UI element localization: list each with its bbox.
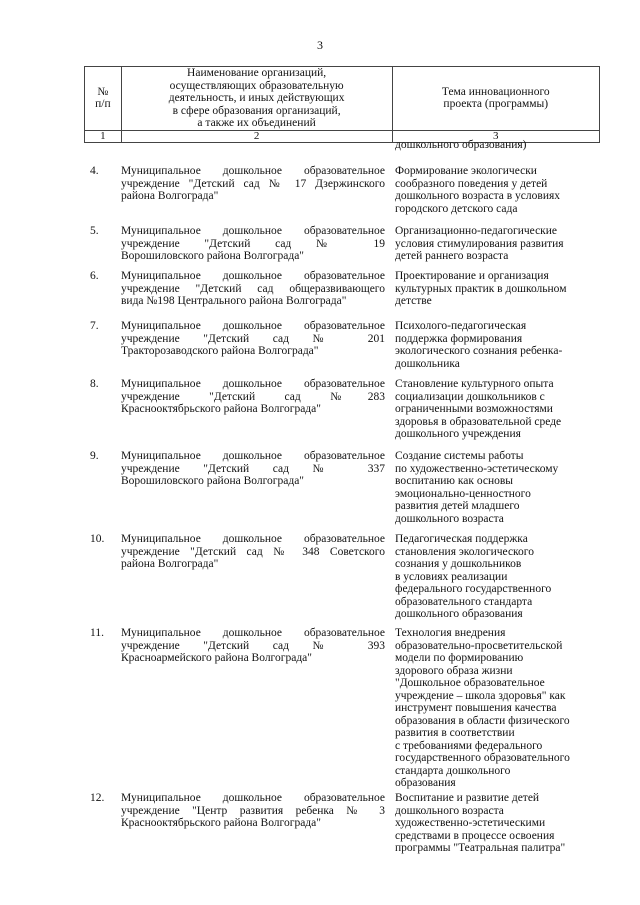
organization-name: [121, 627, 385, 665]
organization-name: [121, 225, 385, 263]
organization-name-line: Муниципальное дошкольное образовательное: [121, 225, 385, 237]
organization-name: [121, 450, 385, 488]
table-header: [84, 66, 600, 143]
project-topic-line: Воспитание и развитие детей: [395, 792, 540, 804]
row-number: 7.: [90, 320, 99, 332]
project-topic-line: дошкольного возраста в условиях: [395, 190, 561, 202]
project-topic-line: городского детского сада: [395, 202, 518, 215]
project-topic: [395, 320, 595, 370]
organization-name-line: учреждение "Детский сад №283: [121, 390, 385, 403]
organization-name-line: района Волгограда": [121, 558, 219, 570]
project-topic-line: модели по формированию: [395, 652, 524, 664]
project-topic-line: Психолого-педагогическая: [395, 320, 527, 332]
column-index: 3: [392, 130, 600, 142]
project-topic-line: дошкольного возраста: [395, 804, 504, 817]
project-topic-line: детей раннего возраста: [395, 250, 509, 262]
row-number: 9.: [90, 450, 99, 462]
project-topic-line: в условиях реализации: [395, 570, 508, 583]
row-number: 12.: [90, 792, 105, 804]
project-topic-line: образовательного стандарта: [395, 595, 533, 608]
project-topic-line: ограниченными возможностями: [395, 403, 553, 415]
organization-name-line: учреждение "Детский сад общеразвивающего: [121, 282, 385, 295]
header-name-line: а также их объединений: [197, 117, 316, 129]
project-topic-line: художественно-эстетическими: [395, 817, 546, 829]
project-topic-line: дошкольного образования: [395, 608, 523, 620]
row-number: 8.: [90, 378, 99, 390]
header-col-number: [85, 67, 122, 131]
project-topic-line: Проектирование и организация: [395, 270, 549, 282]
organization-name: [121, 270, 385, 308]
project-topic-line: здоровья в образовательной среде: [395, 415, 562, 428]
project-topic-line: условия стимулирования развития: [395, 237, 564, 250]
row-number: 11.: [90, 627, 104, 639]
project-topic-line: стандарта дошкольного: [395, 764, 511, 777]
project-topic: [395, 165, 595, 215]
project-topic-line: образовательно-просветительской: [395, 639, 563, 652]
organization-name-line: Муниципальное дошкольное образовательное: [121, 165, 385, 177]
project-topic-line: дошкольного возраста: [395, 512, 504, 525]
project-topic-line: эмоционально-ценностного: [395, 487, 531, 500]
project-topic-line: Формирование экологически: [395, 165, 537, 177]
project-topic-line: Организационно-педагогические: [395, 225, 558, 237]
row-number: 10.: [90, 533, 105, 545]
project-topic: [395, 225, 595, 263]
organization-name-line: района Волгограда": [121, 190, 219, 202]
project-topic-line: программы "Театральная палитра": [395, 842, 566, 854]
project-topic-line: учреждение – школа здоровья" как: [395, 689, 566, 702]
project-topic-line: развития детей младшего: [395, 500, 520, 512]
project-topic-line: Педагогическая поддержка: [395, 533, 528, 545]
project-topic-line: Технология внедрения: [395, 627, 506, 639]
organization-name-line: учреждение "Детский сад № 348 Советского: [121, 545, 385, 558]
header-name-line: деятельность, и иных действующих: [168, 92, 345, 104]
organization-name-line: Муниципальное дошкольное образовательное: [121, 450, 385, 462]
project-topic-line: образования: [395, 777, 456, 789]
organization-name-line: Ворошиловского района Волгограда": [121, 475, 304, 487]
row-number: 6.: [90, 270, 99, 282]
page-number: 3: [317, 38, 323, 52]
organization-name-line: Ворошиловского района Волгограда": [121, 250, 304, 262]
project-topic: [395, 533, 595, 621]
header-num-line: №: [97, 85, 109, 98]
organization-name-line: учреждение "Детский сад № 393: [121, 639, 385, 652]
organization-name: [121, 378, 385, 416]
project-topic-line: сообразного поведения у детей: [395, 177, 548, 190]
project-topic-line: Становление культурного опыта: [395, 378, 554, 390]
project-topic: [395, 270, 595, 308]
project-topic-line: воспитанию как основы: [395, 475, 514, 487]
organization-name-line: учреждение "Детский сад № 17 Дзержинского: [121, 177, 385, 190]
organization-name-line: Краснооктябрьского района Волгограда": [121, 817, 321, 829]
project-topic-line: средствами в процессе освоения: [395, 829, 555, 842]
header-topic-line: Тема инновационного: [441, 85, 550, 98]
project-topic-line: федерального государственного: [395, 583, 552, 595]
project-topic-line: социализации дошкольников с: [395, 390, 545, 403]
organization-name-line: Красноармейского района Волгограда": [121, 652, 312, 664]
project-topic: [395, 627, 595, 790]
organization-name-line: учреждение "Детский сад № 337: [121, 462, 385, 475]
project-topic-line: экологического сознания ребенка-: [395, 345, 563, 357]
project-topic-line: инструмент повышения качества: [395, 702, 557, 714]
column-index: 2: [121, 130, 392, 142]
organization-name-line: учреждение "Детский сад № 19: [121, 237, 385, 250]
project-topic-line: Создание системы работы: [395, 450, 524, 462]
project-topic-line: поддержка формирования: [395, 332, 523, 345]
project-topic-line: по художественно-эстетическому: [395, 462, 559, 475]
organization-name: [121, 533, 385, 571]
organization-name-line: Муниципальное дошкольное образовательное: [121, 270, 385, 282]
header-name-line: осуществляющих образовательную: [169, 79, 344, 92]
organization-name-line: Муниципальное дошкольное образовательное: [121, 792, 385, 804]
project-topic: [395, 378, 595, 441]
organization-name-line: Тракторозаводского района Волгограда": [121, 345, 319, 357]
project-topic-line: становления экологического: [395, 545, 534, 558]
project-topic-line: культурных практик в дошкольном: [395, 282, 567, 295]
row-number: 4.: [90, 165, 99, 177]
organization-name-line: Муниципальное дошкольное образовательное: [121, 320, 385, 332]
project-topic-line: детстве: [395, 295, 432, 307]
row-number: 5.: [90, 225, 99, 237]
organization-name-line: учреждение "Детский сад № 201: [121, 332, 385, 345]
project-topic-line: дошкольного учреждения: [395, 428, 521, 440]
organization-name-line: Муниципальное дошкольное образовательное: [121, 378, 385, 390]
header-col-topic: [392, 67, 600, 131]
continued-topic-text: дошкольного образования): [395, 139, 527, 151]
project-topic-line: сознания у дошкольников: [395, 558, 522, 570]
project-topic-line: развития в соответствии: [395, 727, 515, 739]
organization-name-line: Краснооктябрьского района Волгограда": [121, 403, 321, 415]
project-topic: [395, 792, 595, 855]
organization-name-line: Муниципальное дошкольное образовательное: [121, 627, 385, 639]
organization-name-line: Муниципальное дошкольное образовательное: [121, 533, 385, 545]
project-topic: [395, 450, 595, 525]
header-topic-line: проекта (программы): [443, 98, 549, 111]
organization-name: [121, 792, 385, 830]
header-col-organization: [121, 67, 392, 131]
header-name-line: Наименование организаций,: [187, 67, 327, 79]
organization-name-line: вида №198 Центрального района Волгограда": [121, 295, 347, 307]
project-topic-line: дошкольника: [395, 357, 460, 370]
header-num-line: п/п: [95, 98, 111, 111]
project-topic-line: образования в области физического: [395, 714, 570, 727]
header-name-line: в сфере образования организаций,: [172, 104, 341, 117]
organization-name: [121, 165, 385, 203]
project-topic-line: "Дошкольное образовательное: [395, 677, 545, 689]
project-topic-line: государственного образовательного: [395, 752, 570, 764]
organization-name-line: учреждение "Центр развития ребенка № 3: [121, 804, 385, 817]
project-topic-line: здорового образа жизни: [395, 664, 513, 677]
project-topic-line: с требованиями федерального: [395, 739, 543, 752]
organization-name: [121, 320, 385, 358]
column-index: 1: [85, 130, 122, 142]
